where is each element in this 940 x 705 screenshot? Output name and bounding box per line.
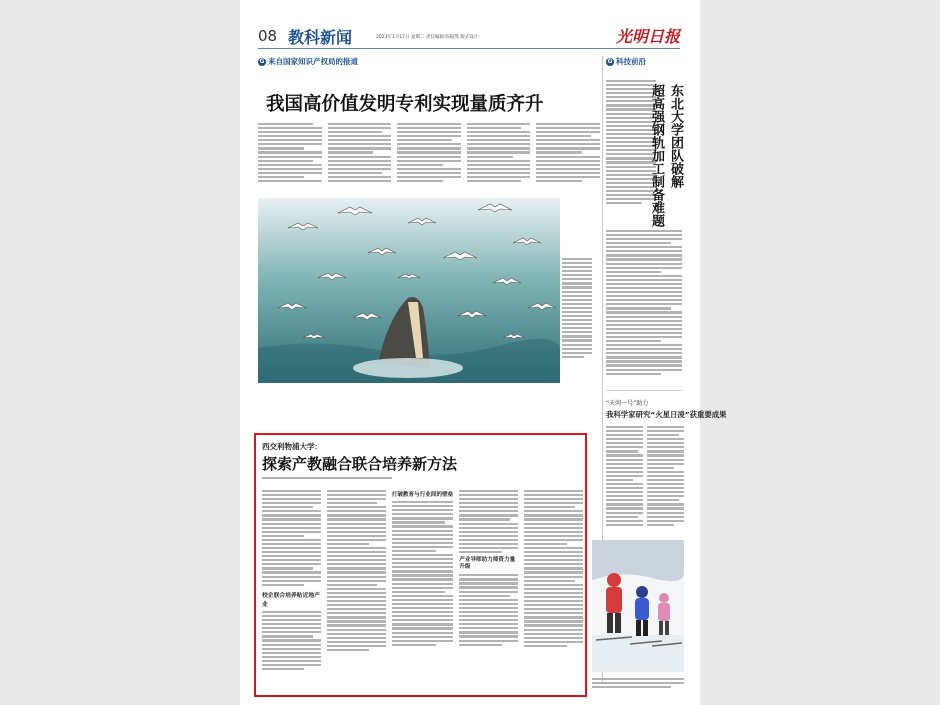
byline — [262, 477, 442, 481]
boxed-kicker: 西交利物浦大学： — [262, 442, 322, 451]
right-kicker — [606, 56, 646, 67]
section-title: 教科新闻 — [288, 28, 353, 47]
top-story-kicker-text: 来自国家知识产权局的报道 — [268, 57, 358, 66]
vertical-headline-1: 东北大学团队破解 — [668, 84, 683, 188]
page-number: 08 — [258, 27, 278, 45]
story2-body — [606, 424, 684, 536]
text-column — [459, 488, 518, 692]
page-header — [258, 24, 680, 49]
right-story-body — [606, 228, 682, 377]
whale-seagull-photo — [258, 198, 560, 383]
text-column — [524, 488, 583, 692]
text-column — [258, 121, 322, 195]
boxed-headline: 探索产教融合联合培养新方法 — [262, 455, 458, 473]
boxed-subhead-1: 打破教育与行业间的壁垒 — [391, 492, 454, 498]
top-story-headline: 我国高价值发明专利实现量质齐升 — [266, 94, 544, 115]
boxed-subhead-2: 产业导师助力师资力量升级 — [459, 557, 516, 571]
text-column — [647, 424, 684, 536]
newspaper-logo: 光明日报 — [615, 27, 680, 46]
text-column — [606, 424, 643, 536]
text-column — [536, 121, 600, 195]
newspaper-page — [240, 0, 727, 705]
boxed-story — [254, 433, 587, 697]
skiing-photo — [592, 540, 684, 672]
skiing-caption — [592, 676, 684, 690]
photo-caption — [562, 256, 592, 360]
g-logo-icon: G — [607, 58, 613, 65]
right-kicker-text: 科技前沿 — [616, 57, 646, 66]
text-column — [397, 121, 461, 195]
vertical-headline-2: 超高强钢轨加工制备难题 — [649, 84, 664, 227]
top-story-kicker — [258, 56, 358, 67]
text-column — [392, 488, 454, 692]
boxed-story-body — [262, 488, 583, 692]
right-divider — [606, 390, 682, 391]
story2-headline: 我科学家研究“火星日凌”获重要成果 — [606, 410, 727, 419]
text-column — [327, 488, 386, 692]
text-column — [262, 488, 321, 692]
text-column — [467, 121, 531, 195]
date-line: 2023年1月17日 星期二 责任编辑:陈振凯 版式设计: — [376, 35, 480, 40]
text-column — [328, 121, 392, 195]
boxed-subhead-3: 校企联合培养贴近地产业 — [262, 592, 320, 608]
g-logo-icon: G — [259, 58, 265, 65]
top-story-body — [258, 121, 600, 195]
story2-kicker: “天问一号”助力 — [606, 400, 649, 407]
